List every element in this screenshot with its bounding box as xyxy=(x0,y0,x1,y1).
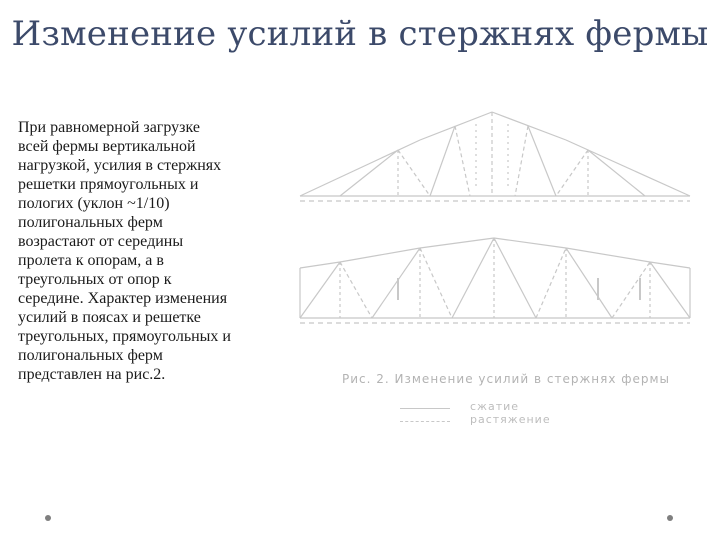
slide-title: Изменение усилий в стержнях фермы xyxy=(11,14,709,54)
legend-label-compression: сжатие xyxy=(470,400,520,413)
body-line: полигональных ферм xyxy=(18,347,163,364)
body-line: возрастают от середины xyxy=(18,233,184,250)
body-line: всей фермы вертикальной xyxy=(18,138,196,155)
body-line: полигональных ферм xyxy=(18,214,163,231)
body-line: пролета к опорам, а в xyxy=(18,252,164,269)
lower-truss xyxy=(300,238,690,323)
legend-solid-line xyxy=(400,408,450,409)
legend-dashed-line xyxy=(400,421,450,422)
body-line: пологих (уклон ~1/10) xyxy=(18,195,170,212)
body-text xyxy=(18,118,286,384)
nav-dot-left xyxy=(45,515,51,521)
legend-label-tension: растяжение xyxy=(470,413,551,426)
body-line: середине. Характер изменения xyxy=(18,290,228,307)
body-line: треугольных, прямоугольных и xyxy=(18,328,231,345)
figure-caption: Рис. 2. Изменение усилий в стержнях фермы xyxy=(342,372,671,386)
body-line: усилий в поясах и решетке xyxy=(18,309,201,326)
body-line: При равномерной загрузке xyxy=(18,119,200,136)
nav-dot-right xyxy=(667,515,673,521)
body-line: нагрузкой, усилия в стержнях xyxy=(18,157,222,174)
body-line: решетки прямоугольных и xyxy=(18,176,199,193)
upper-truss xyxy=(300,112,690,201)
body-line: треугольных от опор к xyxy=(18,271,172,288)
body-line: представлен на рис.2. xyxy=(18,366,166,383)
